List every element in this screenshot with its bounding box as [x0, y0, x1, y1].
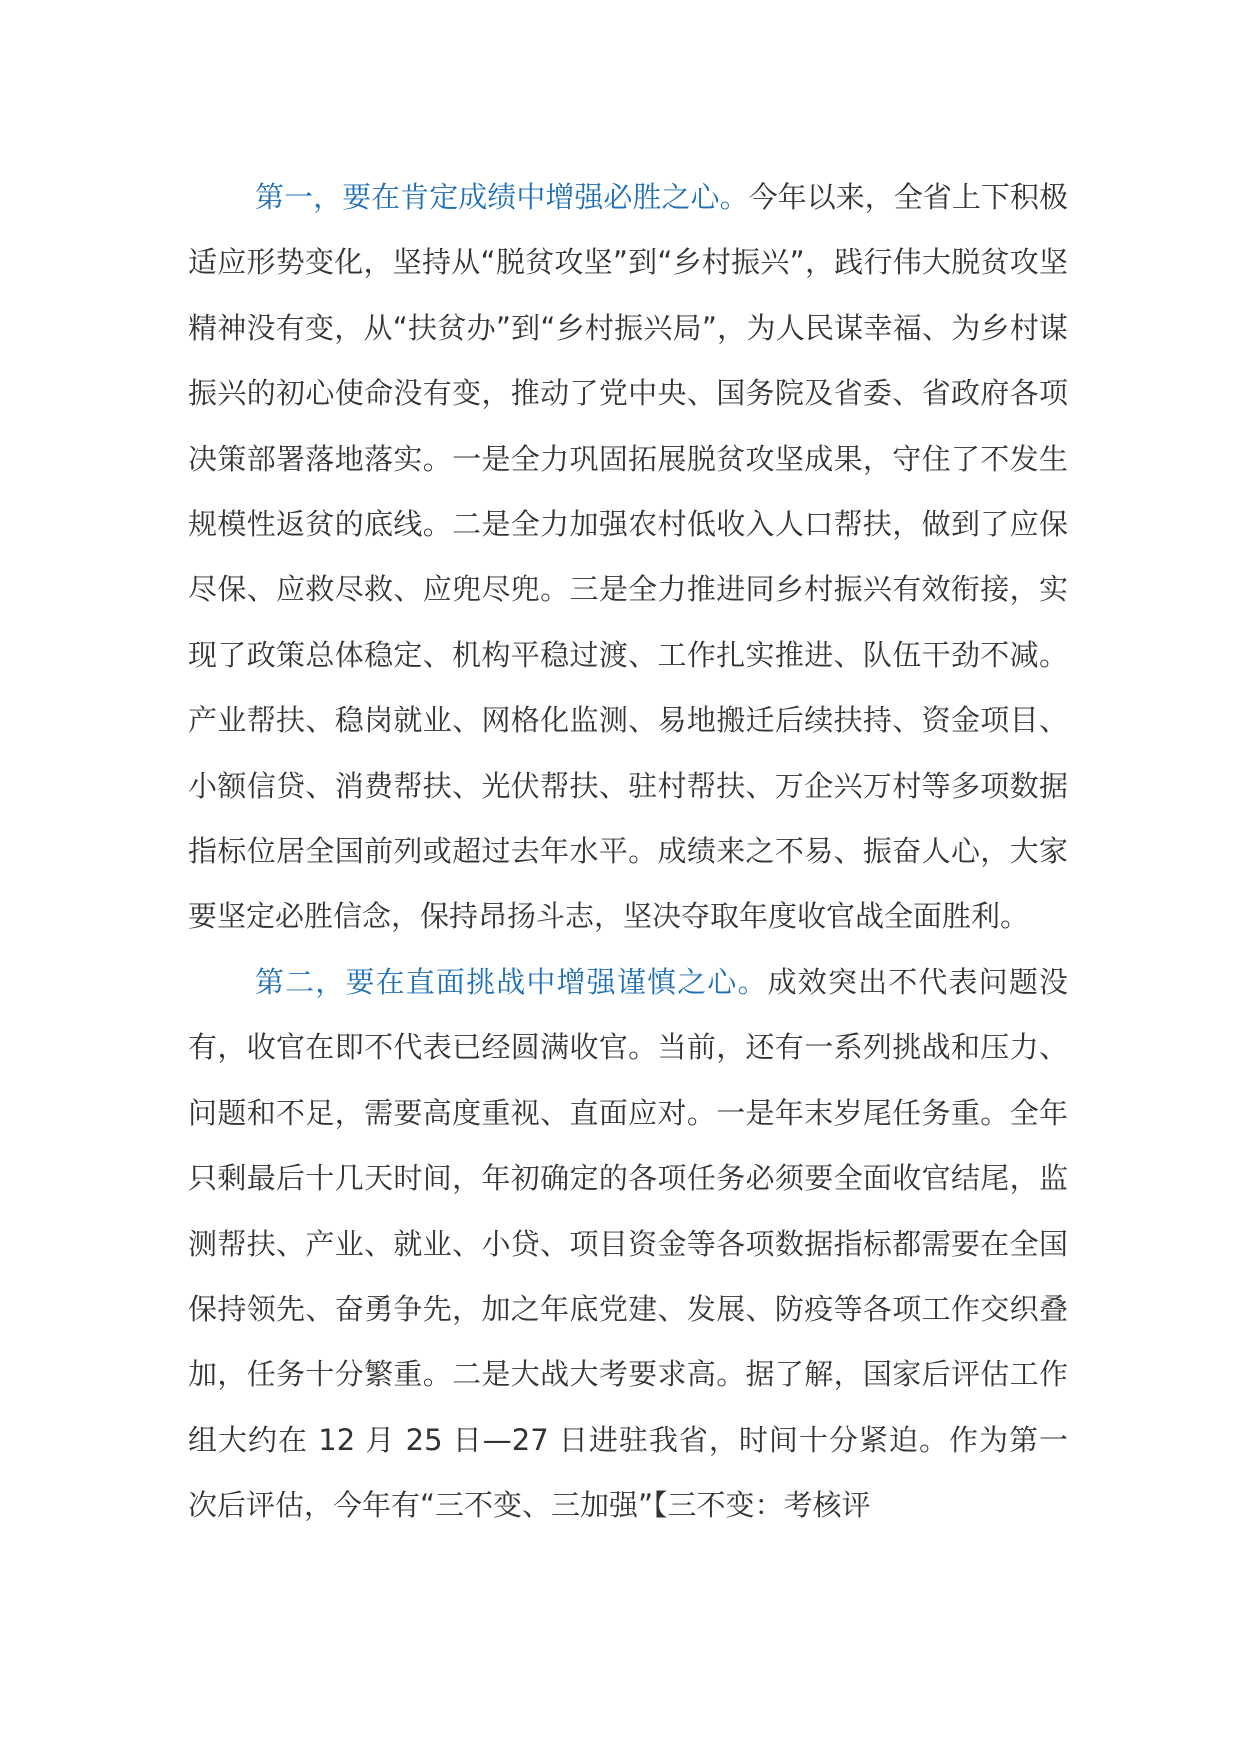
paragraph-second: [188, 950, 1068, 1539]
document-body: [188, 165, 1068, 1539]
paragraph-heading-first: 第一，要在肯定成绩中增强必胜之心。: [255, 180, 749, 214]
paragraph-first: [188, 165, 1068, 950]
paragraph-heading-second: 第二，要在直面挑战中增强谨慎之心。: [255, 964, 768, 999]
paragraph-body-first: 今年以来，全省上下积极适应形势变化，坚持从“脱贫攻坚”到“乡村振兴”，践行伟大脱贫攻坚精神没有变，从“扶贫办”到“乡村振兴局”，为人民谋幸福、为乡村谋振兴的初心使命没有变，推动了党中央、国务院及省委、省政府各项决策部署落地落实。一是全力巩固拓展脱贫攻坚成果，守住了不发生规模性返贫的底线。二是全力加强农村低收入人口帮扶，做到了应保尽保、应救尽救、应兜尽兜。三是全力推进同乡村振兴有效衔接，实现了政策总体稳定、机构平稳过渡、工作扎实推进、队伍干劲不减。产业帮扶、稳岗就业、网格化监测、易地搬迁后续扶持、资金项目、小额信贷、消费帮扶、光伏帮扶、驻村帮扶、万企兴万村等多项数据指标位居全国前列或超过去年水平。成绩来之不易、振奋人心，大家要坚定必胜信念，保持昂扬斗志，坚决夺取年度收官战全面胜利。: [188, 180, 1068, 934]
paragraph-body-second: 成效突出不代表问题没有，收官在即不代表已经圆满收官。当前，还有一系列挑战和压力、问题和不足，需要高度重视、直面应对。一是年末岁尾任务重。全年只剩最后十几天时间，年初确定的各项任务必须要全面收官结尾，监测帮扶、产业、就业、小贷、项目资金等各项数据指标都需要在全国保持领先、奋勇争先，加之年底党建、发展、防疫等各项工作交织叠加，任务十分繁重。二是大战大考要求高。据了解，国家后评估工作组大约在 12 月 25 日—27 日进驻我省，时间十分紧迫。作为第一次后评估，今年有“三不变、三加强”【三不变：考核评: [188, 964, 1068, 1523]
